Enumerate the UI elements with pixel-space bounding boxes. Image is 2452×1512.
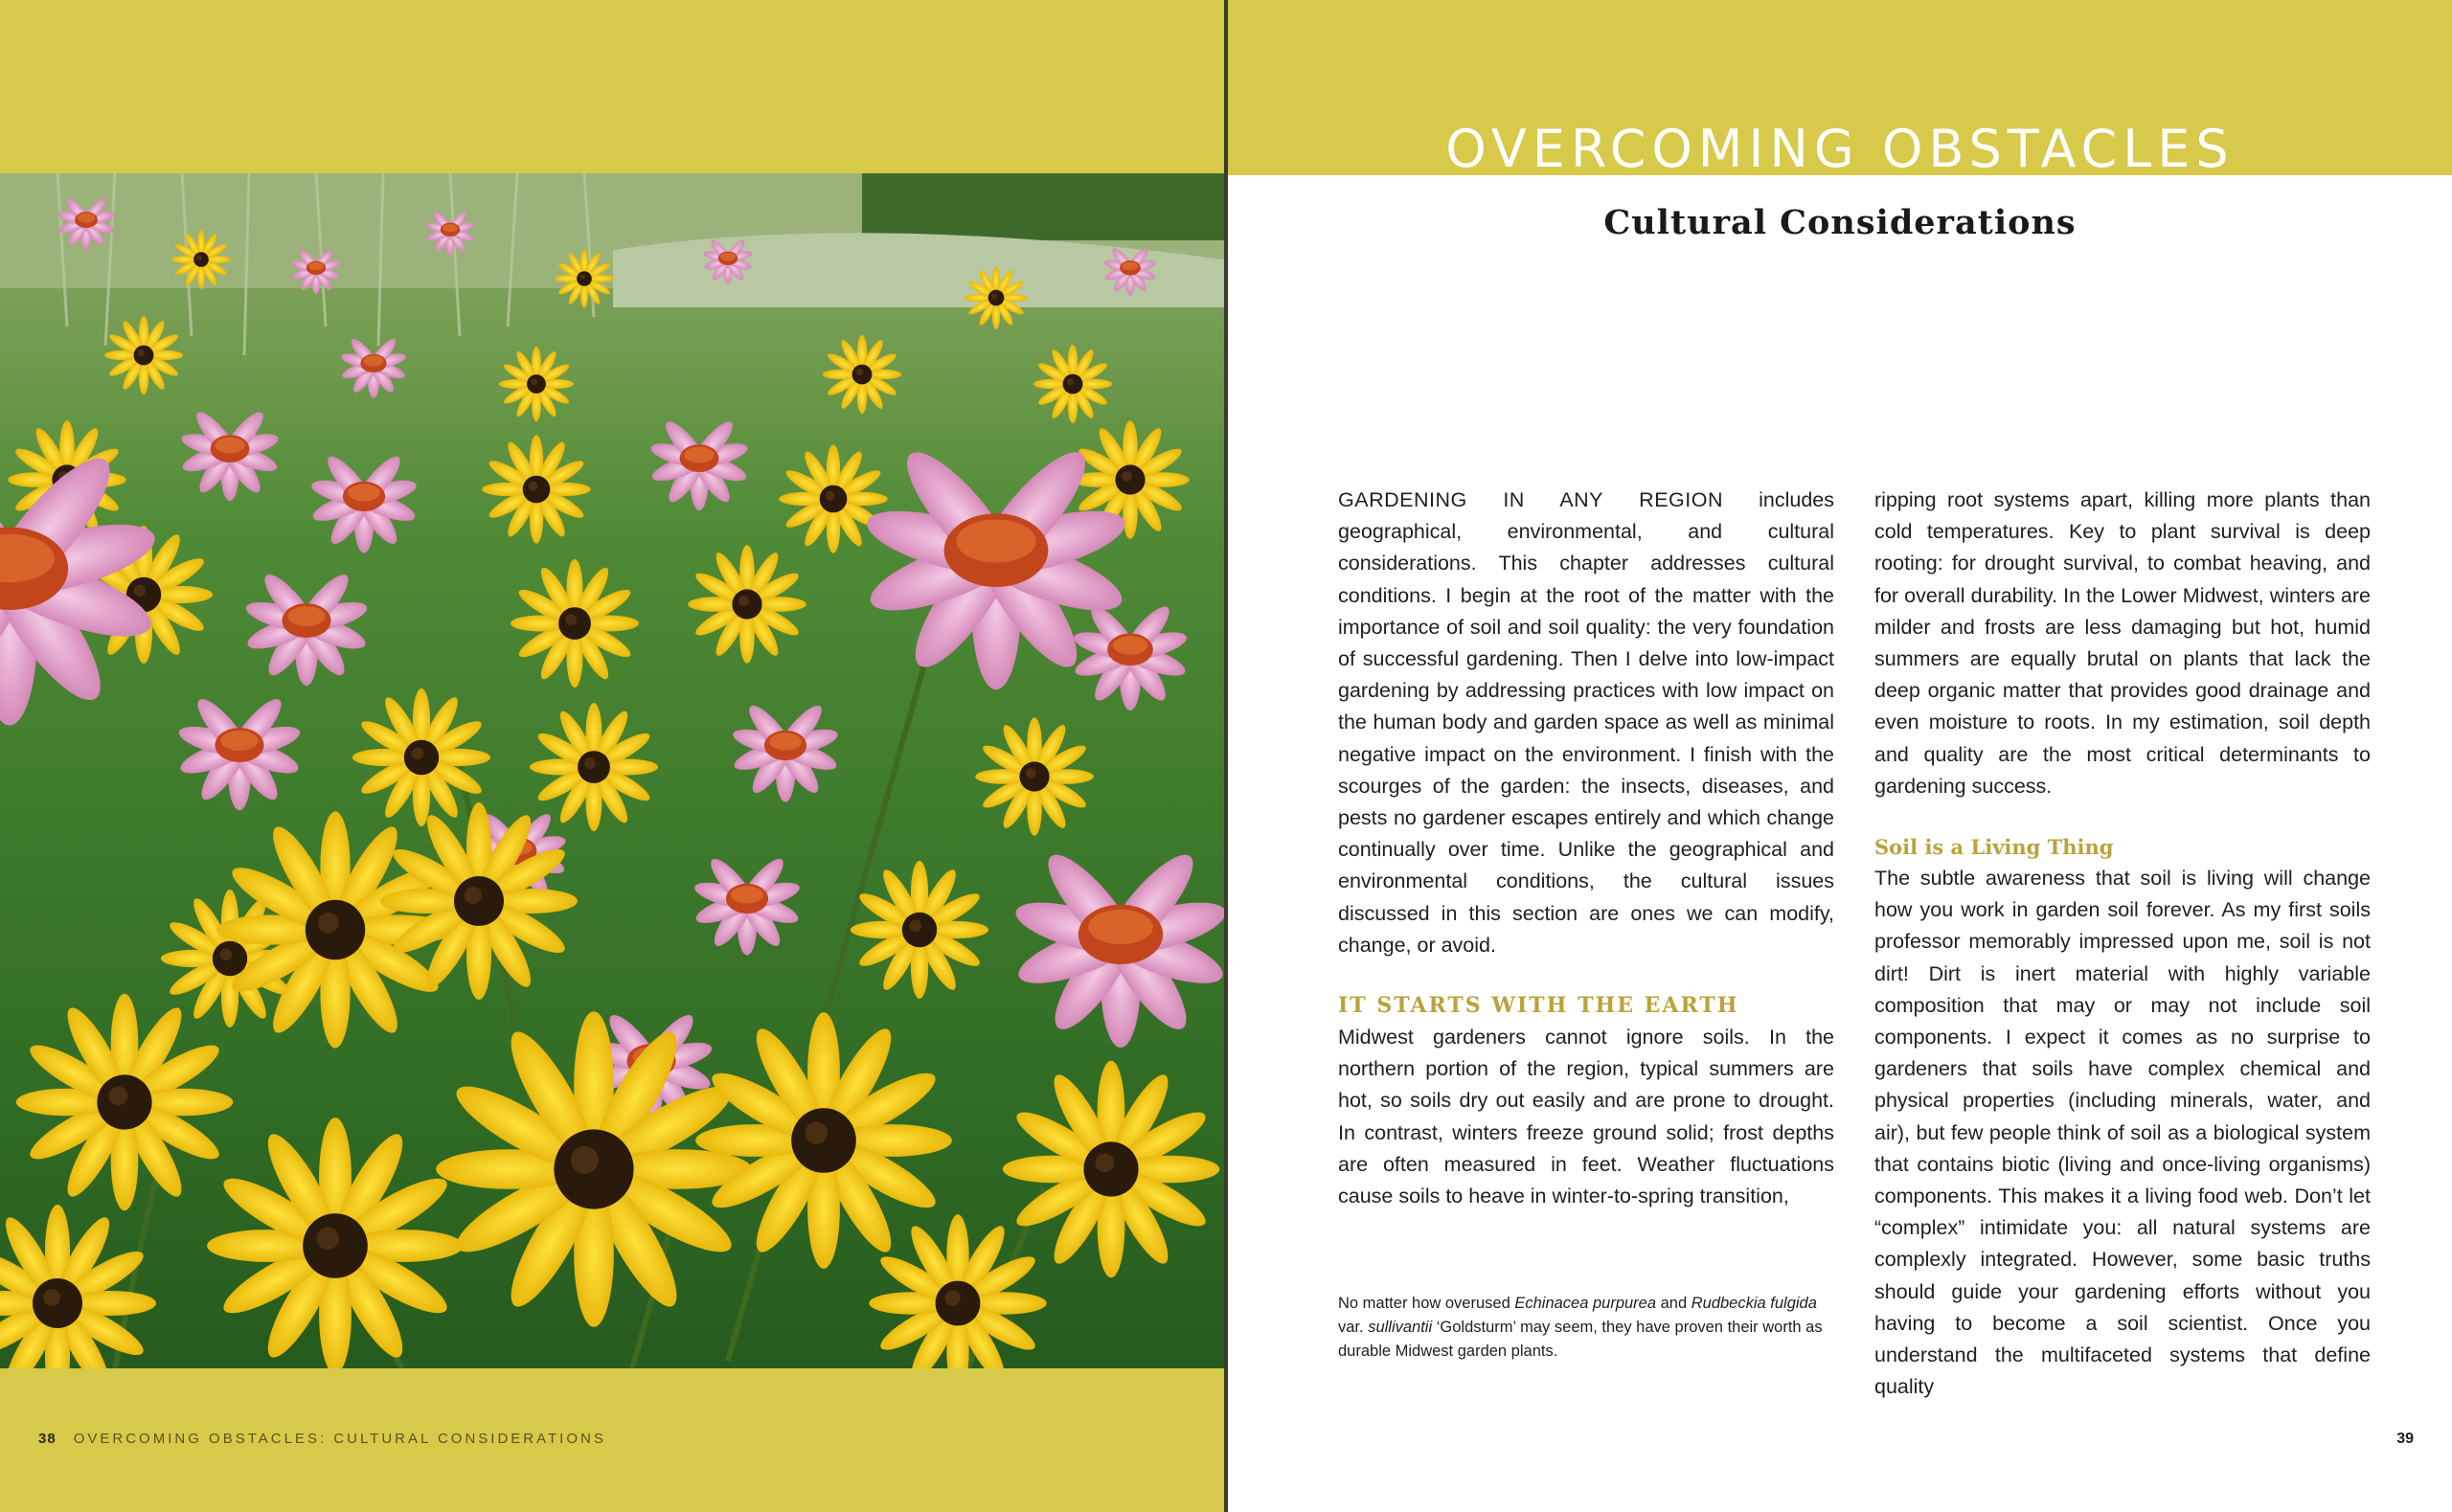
right-page-number: 39 xyxy=(2396,1431,2414,1447)
left-page-footer xyxy=(38,1431,606,1447)
continuation-paragraph: ripping root systems apart, killing more plants than cold temperatures. Key to plant survival is deep rooting: for drought survival, to combat heaving, and for overall durability. In the Lower Midwest, winters are milder and frosts are less damaging but hot, humid summers are equally brutal on plants that lack the deep organic matter that provides good drainage and even moisture to roots. In my estimation, soil depth and quality are the most critical determinants to gardening success. xyxy=(1874,488,2371,798)
photo-caption: No matter how overused Echinacea purpurea and Rudbeckia fulgida var. sullivantii ‘Goldsturm’ may seem, they have proven their worth as durable Midwest garden plants. xyxy=(1338,1295,1823,1360)
flower-meadow-photo xyxy=(0,173,1224,1368)
soil-paragraph: The subtle awareness that soil is living will change how you work in garden soil forever. As my first soils professor memorably impressed upon me, soil is not dirt! Dirt is inert material with highly variable composition that may or may not include soil components. I expect it comes as no surprise to gardeners that soils have complex chemical and physical properties (including minerals, water, and air), but few people think of soil as a biological system that contains biotic (living and once-living organisms) components. This makes it a living food web. Don’t let “complex” intimidate you: all natural systems are complexly integrated. However, some basic truths should guide your gardening efforts without you having to become a soil scientist. Once you understand the multifaceted systems that define quality xyxy=(1874,867,2371,1399)
text-column-2 xyxy=(1874,485,2371,1403)
earth-paragraph: Midwest gardeners cannot ignore soils. In the northern portion of the region, typical summers are hot, so soils dry out easily and are prone to drought. In contrast, winters freeze ground solid; frost depths are often measured in feet. Weather fluctuations cause soils to heave in winter-to-spring transition, xyxy=(1338,1026,1834,1208)
header-band xyxy=(1228,0,2452,175)
right-page xyxy=(1228,0,2452,1512)
intro-paragraph xyxy=(1338,485,1834,961)
text-column-1 xyxy=(1338,485,1834,1212)
intro-text: includes geographical, environmental, and cultural considerations. This chapter addresses cultural conditions. I begin at the root of the matter with the importance of soil and soil quality: the very foundation of successful gardening. Then I delve into low-impact gardening by addressing practices with low impact on the human body and garden space as well as minimal negative impact on the environment. I finish with the scourges of the garden: the insects, diseases, and pests no gardener escapes entirely and which change continually over time. Unlike the geographical and environmental conditions, the cultural issues discussed in this section are ones we can modify, change, or avoid. xyxy=(1338,488,1834,957)
heading-it-starts-with-the-earth: IT STARTS WITH THE EARTH xyxy=(1338,993,1739,1019)
subheading-soil-is-a-living-thing: Soil is a Living Thing xyxy=(1874,835,2114,860)
lead-in: GARDENING IN ANY REGION xyxy=(1338,488,1723,511)
running-head: OVERCOMING OBSTACLES: CULTURAL CONSIDERATIONS xyxy=(73,1431,606,1447)
flower-illustration xyxy=(0,173,1224,1368)
chapter-title: OVERCOMING OBSTACLES xyxy=(1445,119,2235,175)
left-page-number: 38 xyxy=(38,1431,57,1447)
left-page xyxy=(0,0,1224,1512)
section-title: Cultural Considerations xyxy=(1603,203,2077,242)
